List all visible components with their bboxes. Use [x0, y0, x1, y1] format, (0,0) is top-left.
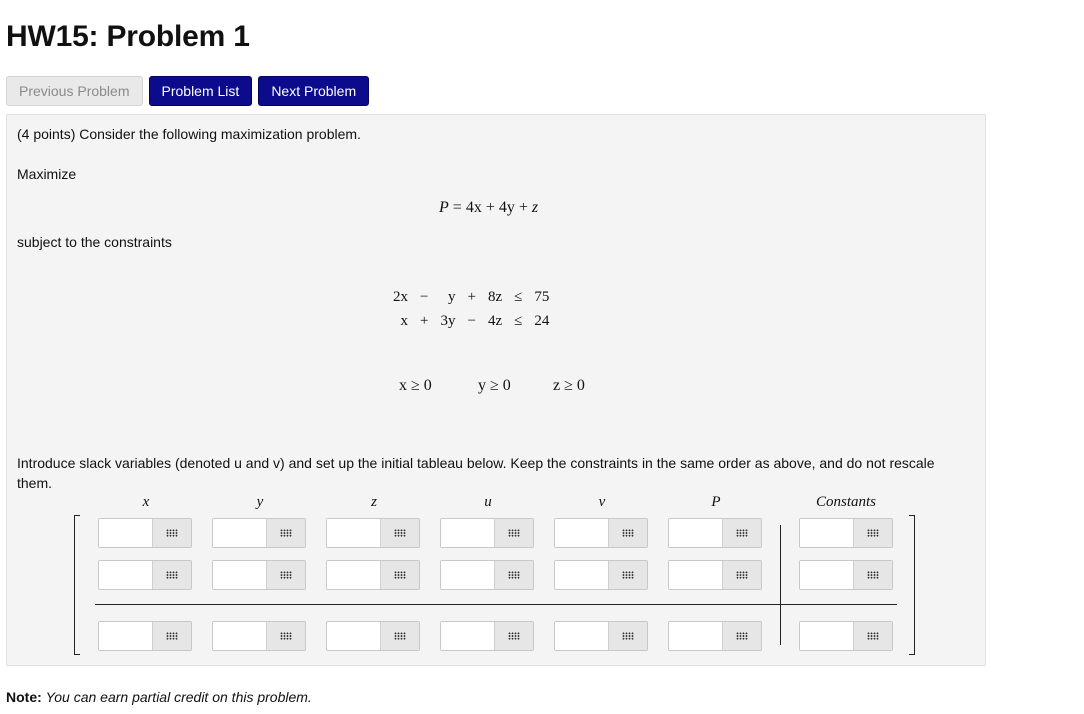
- tableau-input-r3-z[interactable]: [327, 622, 381, 650]
- tableau-input-r3-v[interactable]: [555, 622, 609, 650]
- page-title: HW15: Problem 1: [6, 20, 250, 53]
- constraint-row: x + 3y − 4z ≤ 24: [400, 312, 550, 329]
- grid-icon: [166, 529, 178, 537]
- tableau-cell-r2-z: [326, 560, 420, 590]
- matrix-editor-button[interactable]: [153, 622, 191, 650]
- tableau-input-r2-z[interactable]: [327, 561, 381, 589]
- matrix-editor-button[interactable]: [267, 561, 305, 589]
- problem-panel: [6, 114, 986, 666]
- tableau-input-r3-x[interactable]: [99, 622, 153, 650]
- grid-icon: [166, 632, 178, 640]
- previous-problem-button[interactable]: Previous Problem: [6, 76, 143, 106]
- matrix-editor-button[interactable]: [495, 622, 533, 650]
- matrix-editor-button[interactable]: [381, 622, 419, 650]
- tableau-cell-r2-constants: [799, 560, 893, 590]
- tableau-cell-r1-z: [326, 518, 420, 548]
- grid-icon: [622, 632, 634, 640]
- tableau-left-bracket: [74, 515, 80, 655]
- grid-icon: [508, 571, 520, 579]
- maximize-label: Maximize: [17, 166, 77, 182]
- problem-intro: (4 points) Consider the following maximization problem.: [17, 126, 361, 142]
- matrix-editor-button[interactable]: [267, 622, 305, 650]
- tableau-input-r3-constants[interactable]: [800, 622, 854, 650]
- matrix-editor-button[interactable]: [381, 561, 419, 589]
- grid-icon: [166, 571, 178, 579]
- next-problem-button[interactable]: Next Problem: [258, 76, 369, 106]
- nonneg-y: y ≥ 0: [478, 377, 511, 394]
- col-header-constants: Constants: [815, 494, 877, 510]
- tableau-cell-r2-x: [98, 560, 192, 590]
- tableau-right-bracket: [909, 515, 915, 655]
- col-header-x: x: [142, 494, 150, 510]
- nonneg-z: z ≥ 0: [553, 377, 585, 394]
- grid-icon: [622, 529, 634, 537]
- matrix-editor-button[interactable]: [854, 519, 892, 547]
- tableau-vertical-divider: [780, 525, 781, 645]
- matrix-editor-button[interactable]: [609, 561, 647, 589]
- tableau-input-r2-x[interactable]: [99, 561, 153, 589]
- matrix-editor-button[interactable]: [854, 622, 892, 650]
- matrix-editor-button[interactable]: [723, 519, 761, 547]
- col-header-v: v: [598, 494, 606, 510]
- col-header-u: u: [484, 494, 492, 510]
- tableau-input-r1-x[interactable]: [99, 519, 153, 547]
- grid-icon: [280, 529, 292, 537]
- tableau-cell-r2-y: [212, 560, 306, 590]
- tableau-input-r2-v[interactable]: [555, 561, 609, 589]
- grid-icon: [394, 571, 406, 579]
- matrix-editor-button[interactable]: [267, 519, 305, 547]
- tableau-input-r1-u[interactable]: [441, 519, 495, 547]
- tableau-cell-r3-p: [668, 621, 762, 651]
- instructions: Introduce slack variables (denoted u and v) and set up the initial tableau below. Keep the constraints in the same order as above, and do not rescale them.: [17, 455, 935, 491]
- matrix-editor-button[interactable]: [723, 622, 761, 650]
- tableau-input-r2-constants[interactable]: [800, 561, 854, 589]
- note-text: You can earn partial credit on this problem.: [45, 689, 312, 705]
- tableau-cell-r1-p: [668, 518, 762, 548]
- subject-to-label: subject to the constraints: [17, 234, 172, 250]
- col-header-y: y: [256, 494, 264, 510]
- grid-icon: [280, 571, 292, 579]
- grid-icon: [508, 529, 520, 537]
- grid-icon: [867, 571, 879, 579]
- tableau-cell-r1-y: [212, 518, 306, 548]
- note-label: Note:: [6, 689, 42, 705]
- grid-icon: [736, 632, 748, 640]
- tableau-horizontal-divider: [95, 604, 897, 605]
- tableau-cell-r1-x: [98, 518, 192, 548]
- tableau-cell-r3-x: [98, 621, 192, 651]
- tableau-cell-r1-u: [440, 518, 534, 548]
- partial-credit-note: [6, 689, 312, 705]
- grid-icon: [394, 632, 406, 640]
- tableau-cell-r1-v: [554, 518, 648, 548]
- matrix-editor-button[interactable]: [495, 561, 533, 589]
- grid-icon: [508, 632, 520, 640]
- grid-icon: [736, 571, 748, 579]
- tableau-cell-r2-v: [554, 560, 648, 590]
- tableau-cell-r2-u: [440, 560, 534, 590]
- constraint-system: [387, 285, 555, 333]
- tableau-input-r1-v[interactable]: [555, 519, 609, 547]
- tableau-cell-r3-constants: [799, 621, 893, 651]
- tableau-input-r3-u[interactable]: [441, 622, 495, 650]
- tableau-cell-r3-z: [326, 621, 420, 651]
- tableau-cell-r2-p: [668, 560, 762, 590]
- tableau-input-r3-y[interactable]: [213, 622, 267, 650]
- objective-function: P = 4x + 4y + z: [439, 199, 539, 216]
- tableau-cell-r3-u: [440, 621, 534, 651]
- matrix-editor-button[interactable]: [609, 622, 647, 650]
- tableau-cell-r1-constants: [799, 518, 893, 548]
- tableau-input-r2-u[interactable]: [441, 561, 495, 589]
- grid-icon: [867, 632, 879, 640]
- matrix-editor-button[interactable]: [854, 561, 892, 589]
- tableau-input-r3-p[interactable]: [669, 622, 723, 650]
- tableau-input-r1-p[interactable]: [669, 519, 723, 547]
- grid-icon: [867, 529, 879, 537]
- constraint-row: 2x − y + 8z ≤ 75: [393, 288, 550, 305]
- matrix-editor-button[interactable]: [495, 519, 533, 547]
- tableau-input-r1-z[interactable]: [327, 519, 381, 547]
- tableau-input-r1-constants[interactable]: [800, 519, 854, 547]
- grid-icon: [736, 529, 748, 537]
- grid-icon: [280, 632, 292, 640]
- col-header-p: P: [711, 494, 721, 510]
- tableau-input-r2-p[interactable]: [669, 561, 723, 589]
- tableau-input-r2-y[interactable]: [213, 561, 267, 589]
- matrix-editor-button[interactable]: [381, 519, 419, 547]
- tableau-input-r1-y[interactable]: [213, 519, 267, 547]
- nonneg-x: x ≥ 0: [399, 377, 432, 394]
- grid-icon: [394, 529, 406, 537]
- tableau-cell-r3-v: [554, 621, 648, 651]
- tableau-cell-r3-y: [212, 621, 306, 651]
- matrix-editor-button[interactable]: [723, 561, 761, 589]
- matrix-editor-button[interactable]: [153, 519, 191, 547]
- matrix-editor-button[interactable]: [153, 561, 191, 589]
- problem-list-button[interactable]: Problem List: [149, 76, 253, 106]
- problem-navigation: [6, 76, 369, 106]
- col-header-z: z: [371, 494, 377, 510]
- matrix-editor-button[interactable]: [609, 519, 647, 547]
- grid-icon: [622, 571, 634, 579]
